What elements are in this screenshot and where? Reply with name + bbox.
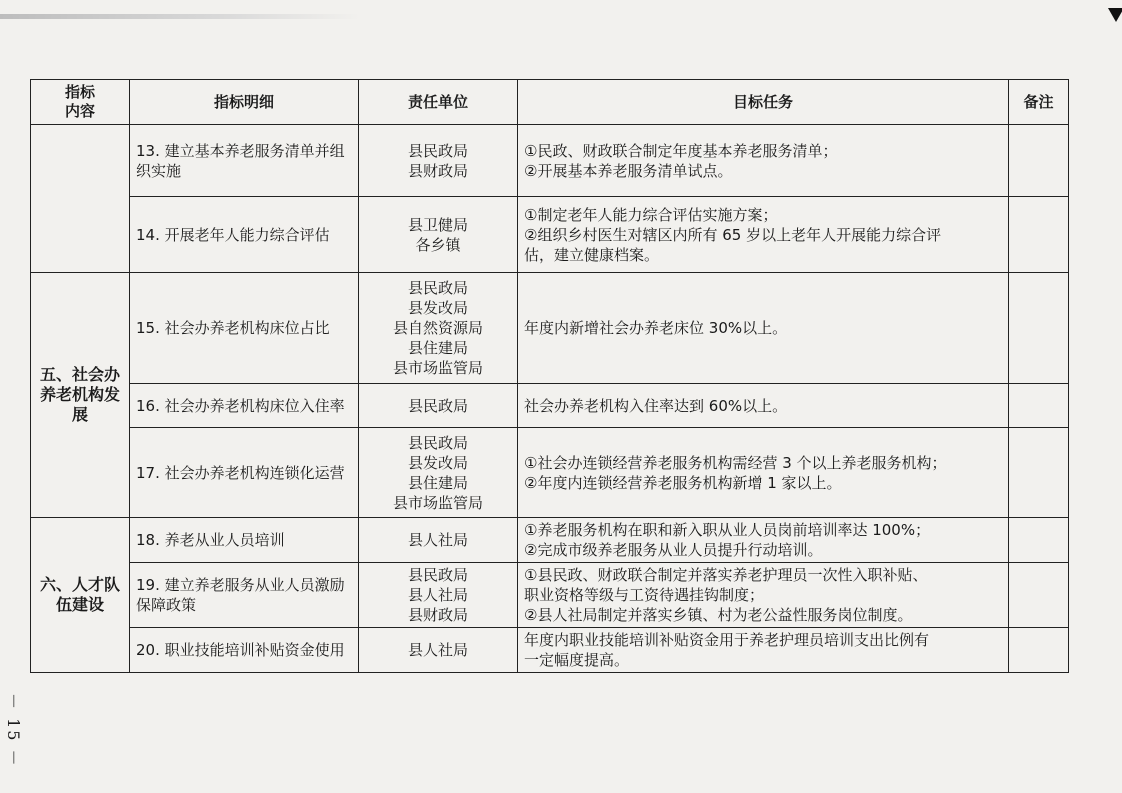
responsible-cell: 县民政局 县人社局 县财政局 [359, 563, 518, 628]
page-number: － 15 － [4, 693, 23, 768]
responsible-cell: 县民政局 县发改局 县自然资源局 县住建局 县市场监管局 [359, 273, 518, 384]
responsible-cell: 县民政局 县财政局 [359, 125, 518, 197]
task-cell: 社会办养老机构入住率达到 60%以上。 [518, 384, 1009, 428]
table-row [31, 428, 1069, 518]
indicator-cell: 20. 职业技能培训补贴资金使用 [130, 628, 359, 673]
task-cell: 年度内职业技能培训补贴资金用于养老护理员培训支出比例有 一定幅度提高。 [518, 628, 1009, 673]
task-cell: ①社会办连锁经营养老服务机构需经营 3 个以上养老服务机构； ②年度内连锁经营养老服务机构新增 1 家以上。 [518, 428, 1009, 518]
task-cell: ①养老服务机构在职和新入职从业人员岗前培训率达 100%； ②完成市级养老服务从业人员提升行动培训。 [518, 518, 1009, 563]
category-cell: 五、社会办养老机构发展 [31, 273, 130, 518]
indicator-cell: 19. 建立养老服务从业人员激励保障政策 [130, 563, 359, 628]
note-cell [1009, 197, 1069, 273]
note-cell [1009, 628, 1069, 673]
category-cell [31, 125, 130, 273]
table-row [31, 197, 1069, 273]
indicator-table [30, 79, 1069, 673]
responsible-cell: 县民政局 [359, 384, 518, 428]
header-responsible: 责任单位 [359, 80, 518, 125]
note-cell [1009, 125, 1069, 197]
responsible-cell: 县民政局 县发改局 县住建局 县市场监管局 [359, 428, 518, 518]
note-cell [1009, 518, 1069, 563]
note-cell [1009, 563, 1069, 628]
task-cell: ①县民政、财政联合制定并落实养老护理员一次性入职补贴、 职业资格等级与工资待遇挂钩制度； ②县人社局制定并落实乡镇、村为老公益性服务岗位制度。 [518, 563, 1009, 628]
header-indicator: 指标明细 [130, 80, 359, 125]
table-row [31, 628, 1069, 673]
table-header-row [31, 80, 1069, 125]
task-cell: ①民政、财政联合制定年度基本养老服务清单； ②开展基本养老服务清单试点。 [518, 125, 1009, 197]
table-row [31, 563, 1069, 628]
task-cell: ①制定老年人能力综合评估实施方案； ②组织乡村医生对辖区内所有 65 岁以上老年人开展能力综合评 估，建立健康档案。 [518, 197, 1009, 273]
table-row [31, 273, 1069, 384]
indicator-cell: 18. 养老从业人员培训 [130, 518, 359, 563]
note-cell [1009, 384, 1069, 428]
responsible-cell: 县人社局 [359, 518, 518, 563]
note-cell [1009, 428, 1069, 518]
indicator-cell: 17. 社会办养老机构连锁化运营 [130, 428, 359, 518]
indicator-cell: 13. 建立基本养老服务清单并组织实施 [130, 125, 359, 197]
table-row [31, 518, 1069, 563]
responsible-cell: 县卫健局 各乡镇 [359, 197, 518, 273]
corner-triangle-icon [1108, 8, 1122, 22]
header-task: 目标任务 [518, 80, 1009, 125]
responsible-cell: 县人社局 [359, 628, 518, 673]
table-row [31, 384, 1069, 428]
header-category: 指标 内容 [31, 80, 130, 125]
indicator-cell: 16. 社会办养老机构床位入住率 [130, 384, 359, 428]
scan-edge-shadow [0, 14, 360, 19]
table-row [31, 125, 1069, 197]
header-note: 备注 [1009, 80, 1069, 125]
note-cell [1009, 273, 1069, 384]
task-cell: 年度内新增社会办养老床位 30%以上。 [518, 273, 1009, 384]
indicator-cell: 15. 社会办养老机构床位占比 [130, 273, 359, 384]
indicator-cell: 14. 开展老年人能力综合评估 [130, 197, 359, 273]
category-cell: 六、人才队伍建设 [31, 518, 130, 673]
